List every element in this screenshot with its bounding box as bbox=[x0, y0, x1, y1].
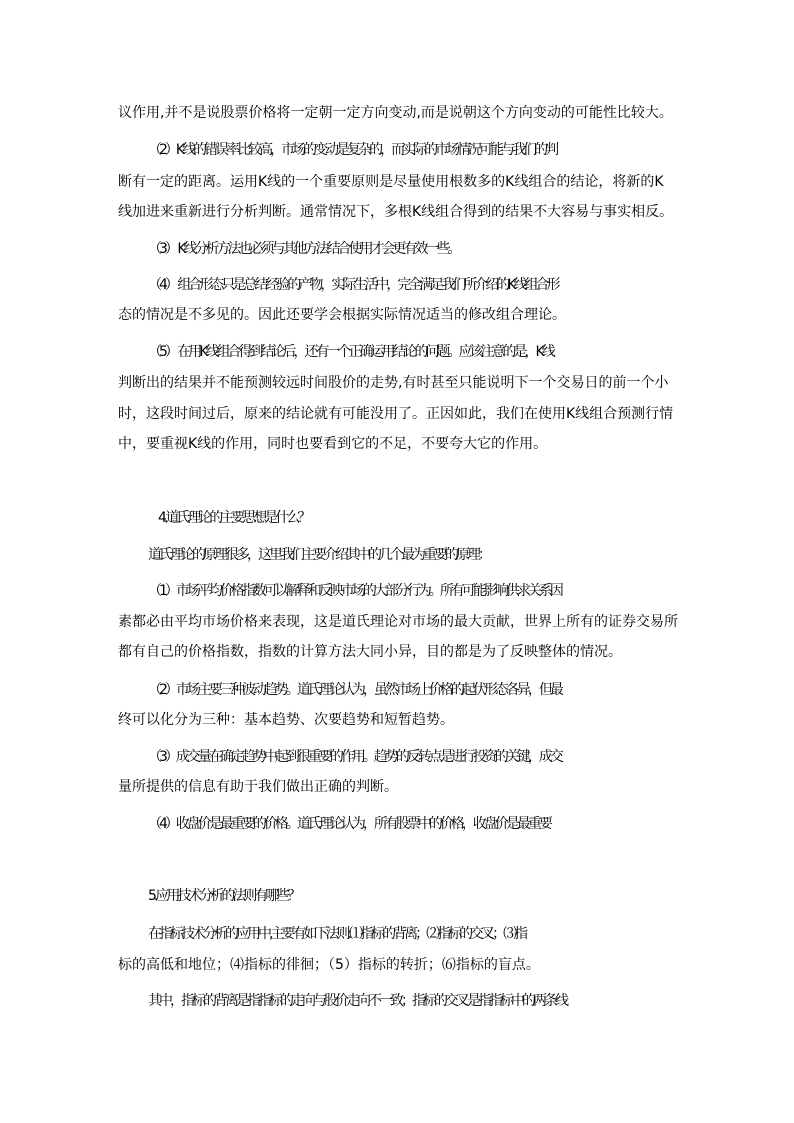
text-line: 终可以化分为三种：基本趋势、次要趋势和短暂趋势。 bbox=[118, 712, 454, 728]
text-line: 议作用,并不是说股票价格将一定朝一定方向变动,而是说朝这个方向变动的可能性比较大。 bbox=[118, 105, 673, 121]
text-line: 线加进来重新进行分析判断。通常情况下，多根K线组合得到的结果不大容易与事实相反。 bbox=[118, 204, 674, 220]
text-line: 都有自己的价格指数，指数的计算方法大同小异，目的都是为了反映整体的情况。 bbox=[118, 644, 622, 660]
text-line: （1）市场平均价格指数可以解释和反映市场的大部分行为。所有可能影响供求关系因 bbox=[148, 583, 561, 599]
text-line: （2）市场主要三种波动趋势。道氏理论认为，虽然市场上价格的起伏形态各异，但最 bbox=[148, 682, 561, 698]
text-line: （5） 在用K线组合得到结论后，还有一个正确运用结论的问题。应该注意的是，K线 bbox=[148, 344, 553, 360]
text-line: （2）K线的错误率比较高，市场的变动是复杂的，而实际的市场情况可能与我们的判 bbox=[148, 142, 557, 158]
text-line: 量所提供的信息有助于我们做出正确的判断。 bbox=[118, 779, 398, 795]
text-line: 其中，指标的背离是指指标的走向与股价走向不一致；指标的交叉是指指标中的两条线 bbox=[148, 993, 566, 1009]
section-heading: 5.应用技术分析的法则有哪些？ bbox=[148, 888, 299, 904]
text-line: 标的高低和地位；⑷指标的徘徊；（5）指标的转折；⑹指标的盲点。 bbox=[118, 957, 540, 973]
text-line: 素都必由平均市场价格来表现，这是道氏理论对市场的最大贡献，世界上所有的证券交易所 bbox=[118, 614, 678, 630]
text-line: （4） 组合形态只是总结经验的产物，实际生活中，完全满足我们所介绍的K线组合形 bbox=[148, 277, 558, 293]
text-line: 道氏理论的原理很多，这里我们主要介绍其中的几个最为重要的原理： bbox=[148, 547, 489, 563]
text-line: 时，这段时间过后，原来的结论就有可能没用了。正因如此，我们在使用K线组合预测行情 bbox=[118, 406, 674, 422]
text-line: 态的情况是不多见的。因此还要学会根据实际情况适当的修改组合理论。 bbox=[118, 307, 566, 323]
section-heading: 4.道氏理论的主要思想是什么？ bbox=[158, 510, 309, 526]
text-line: 判断出的结果并不能预测较远时间股价的走势,有时甚至只能说明下一个交易日的前一个小 bbox=[118, 375, 669, 391]
text-line: 中，要重视K线的作用，同时也要看到它的不足，不要夸大它的作用。 bbox=[118, 436, 548, 452]
text-line: 断有一定的距离。运用K线的一个重要原则是尽量使用根数多的K线组合的结论，将新的K bbox=[118, 174, 664, 190]
text-line: 在指标技术分析的应用中,主要有如下法则:⑴指标的背离；⑵指标的交叉；⑶指 bbox=[148, 926, 526, 942]
text-line: （4）收盘价是最重要的价格。道氏理论认为，所有股票中的价格，收盘价是最重要 bbox=[148, 816, 550, 832]
text-line: （3）成交量在确定趋势中起到很重要的作用。趋势的反转点是进行投资的关键，成交 bbox=[148, 749, 561, 765]
text-line: （3） K线分析方法也必须与其他方法结合使用才会更有效一些。 bbox=[148, 241, 459, 257]
